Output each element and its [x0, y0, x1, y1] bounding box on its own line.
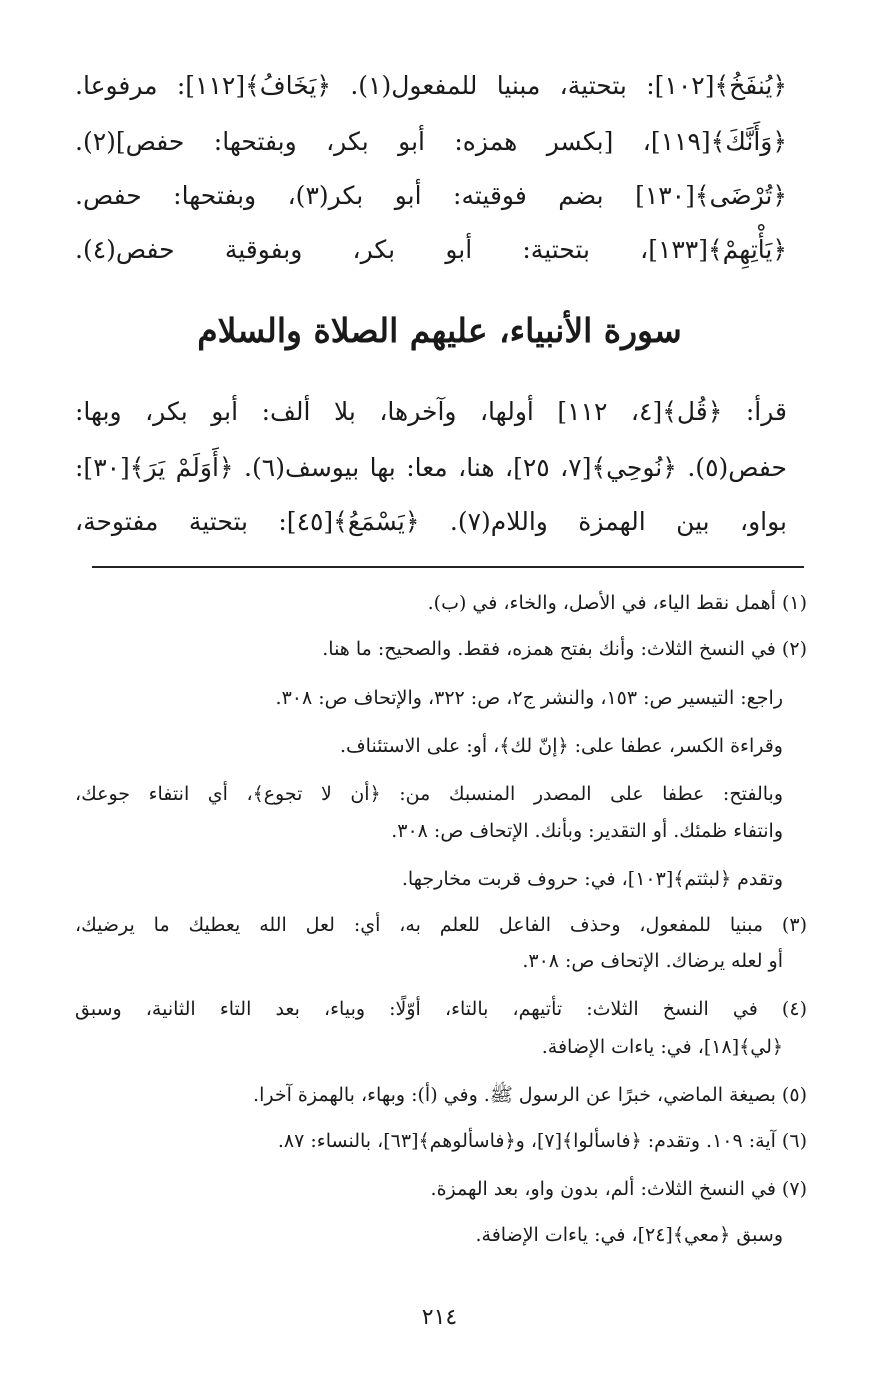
footnote-2-line: وبالفتح: عطفا على المصدر المنسبك من: ﴿أن لا تجوع﴾، أي انتفاء جوعك، [75, 783, 783, 805]
footnote-2-line: وانتفاء ظمئك. أو التقدير: وبأنك. الإتحاف ص: ٣٠٨. [391, 820, 783, 842]
footnote-2-line: راجع: التيسير ص: ١٥٣، والنشر ج٢، ص: ٣٢٢، والإتحاف ص: ٣٠٨. [275, 687, 783, 709]
surah-line: بواو، بين الهمزة واللام(٧). ﴿يَسْمَعُ﴾[٤٥]: بتحتية مفتوحة، [75, 507, 787, 536]
footnote-2: (٢) في النسخ الثلاث: وأنك بفتح همزه، فقط. والصحيح: ما هنا. [322, 638, 807, 660]
surah-line: قرأ: ﴿قُل﴾[٤، ١١٢] أولها، وآخرها، بلا ألف: أبو بكر، وبها: [75, 397, 787, 426]
footnote-1: (١) أهمل نقط الياء، في الأصل، والخاء، في (ب). [427, 592, 807, 614]
footnote-5: (٥) بصيغة الماضي، خبرًا عن الرسول ﷺ. وفي (أ): وبهاء، بالهمزة آخرا. [253, 1084, 807, 1106]
footnote-3: (٣) مبنيا للمفعول، وحذف الفاعل للعلم به، أي: لعل الله يعطيك ما يرضيك، [75, 914, 807, 936]
footnote-6: (٦) آية: ١٠٩. وتقدم: ﴿فاسألوا﴾[٧]، و﴿فاسألوهم﴾[٦٣]، بالنساء: ٨٧. [277, 1130, 807, 1152]
body-line: ﴿يَأْتِهِمْ﴾[١٣٣]، بتحتية: أبو بكر، وبفوقية حفص(٤). [75, 235, 787, 264]
body-line: ﴿وَأَنَّكَ﴾[١١٩]، [بكسر همزه: أبو بكر، وبفتحها: حفص](٢). [75, 127, 787, 156]
footnote-7: (٧) في النسخ الثلاث: ألم، بدون واو، بعد الهمزة. [430, 1178, 807, 1200]
surah-line: حفص(٥). ﴿نُوحِي﴾[٧، ٢٥]، هنا، معا: بها بيوسف(٦). ﴿أَوَلَمْ يَرَ﴾[٣٠]: [75, 453, 787, 482]
footnote-3-line: أو لعله يرضاك. الإتحاف ص: ٣٠٨. [522, 950, 783, 972]
footnote-divider [92, 566, 804, 568]
page-number: ٢١٤ [421, 1305, 458, 1330]
footnote-2-line: وتقدم ﴿لبثتم﴾[١٠٣]، في: حروف قربت مخارجها. [401, 868, 783, 890]
footnote-7-line: وسبق ﴿معي﴾[٢٤]، في: ياءات الإضافة. [475, 1224, 783, 1246]
surah-title: سورة الأنبياء، عليهم الصلاة والسلام [197, 311, 682, 350]
body-line: ﴿تُرْضَى﴾[١٣٠] بضم فوقيته: أبو بكر(٣)، وبفتحها: حفص. [75, 181, 787, 210]
footnote-4-line: ﴿لي﴾[١٨]، في: ياءات الإضافة. [541, 1036, 783, 1058]
footnote-2-line: وقراءة الكسر، عطفا على: ﴿إنّ لك﴾، أو: على الاستئناف. [339, 735, 783, 757]
footnote-4: (٤) في النسخ الثلاث: تأتيهم، بالتاء، أوّلًا: وبياء، بعد التاء الثانية، وسبق [75, 998, 807, 1020]
body-line: ﴿يُنفَخُ﴾[١٠٢]: بتحتية، مبنيا للمفعول(١). ﴿يَخَافُ﴾[١١٢]: مرفوعا. [75, 71, 788, 100]
